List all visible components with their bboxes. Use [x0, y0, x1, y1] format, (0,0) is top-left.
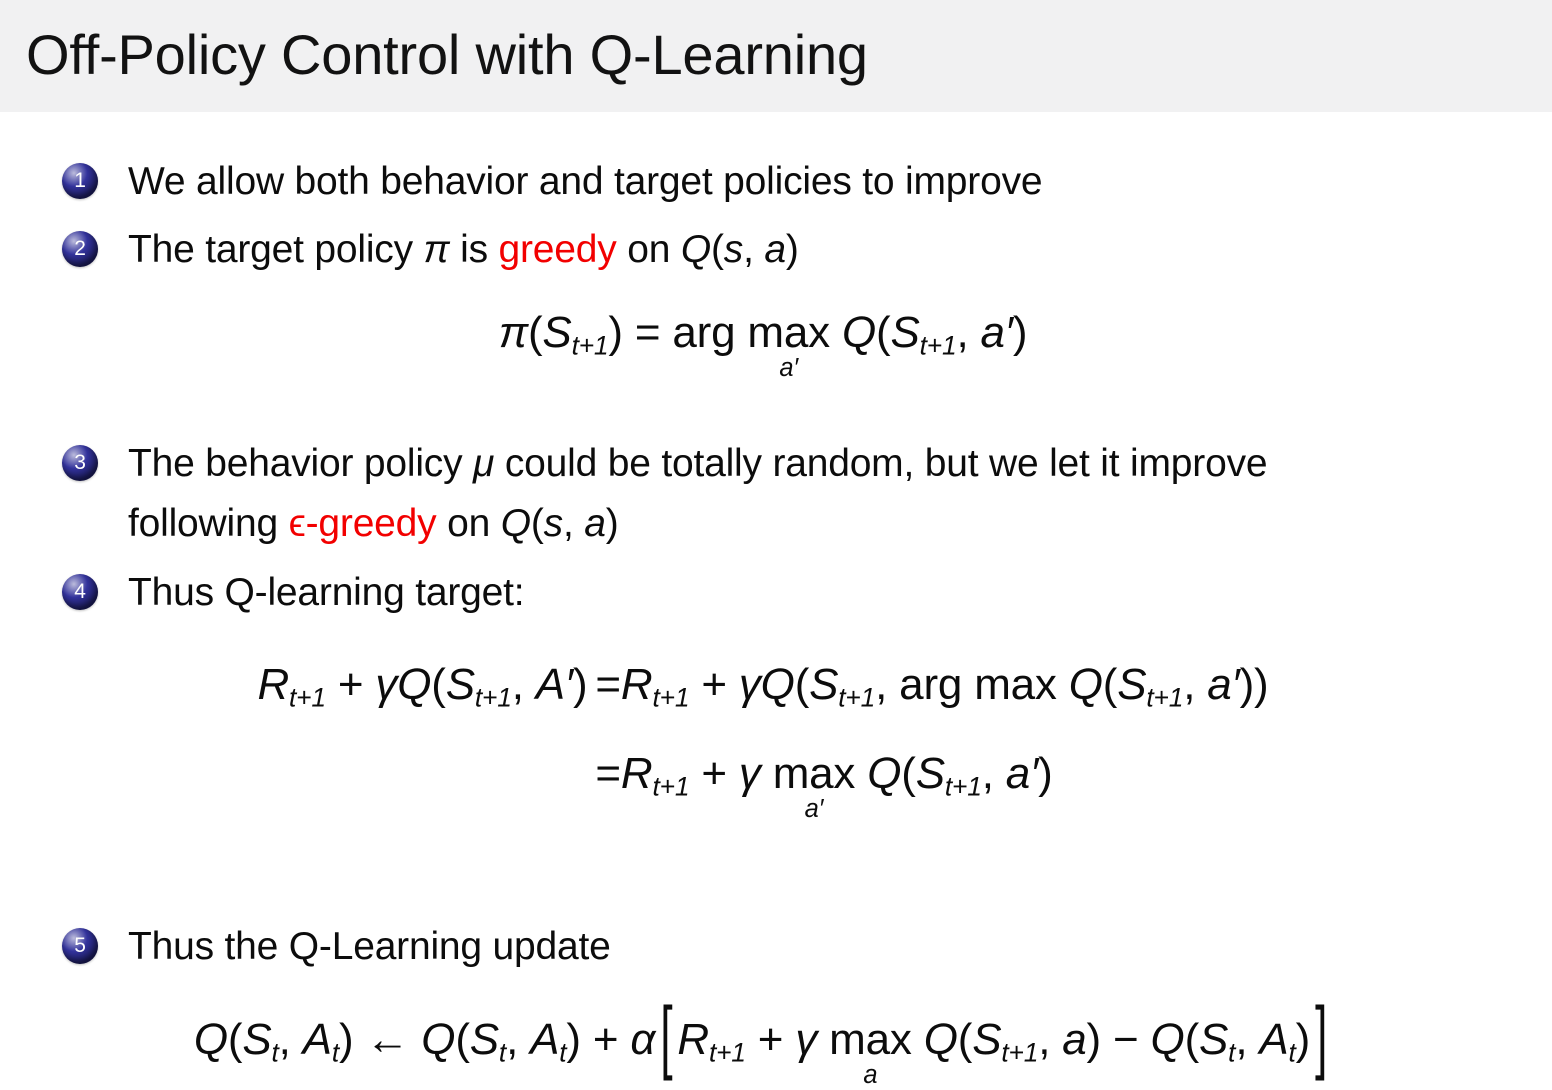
list-item-5 — [0, 917, 1526, 977]
underset-operator: max a — [829, 1014, 912, 1089]
formula-q-update: Q(St, At) ← Q(St, At) + α [ Rt+1 + γ max a Q(St+1, a) − Q(St, At) ] — [193, 991, 1328, 1089]
item-text-1: We allow both behavior and target policies to improve — [128, 160, 1043, 203]
list-item-1 — [0, 152, 1526, 212]
bullet-ball-icon — [62, 574, 98, 610]
list-item-2 — [0, 220, 1526, 280]
bullet-number: 5 — [74, 934, 86, 958]
formula-q-target — [0, 659, 1526, 833]
slide-title: Off-Policy Control with Q-Learning — [26, 22, 868, 86]
bullet-ball-icon — [62, 445, 98, 481]
q-target-line1-lhs: Rt+1 + γQ(St+1, A′) — [257, 660, 588, 713]
underset-operator: max a′ — [772, 749, 856, 823]
bullet-ball-icon — [62, 163, 98, 199]
q-target-line1-rhs: =Rt+1 + γQ(St+1, arg max Q(St+1, a′)) — [595, 660, 1269, 713]
list-item-3 — [0, 434, 1526, 555]
item-text-3: The behavior policy μ could be totally random, but we let it improve following ϵ-greedy on Q(s, a) — [128, 441, 1268, 546]
item-text-4: Thus Q-learning target: — [128, 570, 525, 614]
bullet-number: 3 — [74, 450, 86, 474]
item-text-2: The target policy π is greedy on Q(s, a) — [128, 228, 799, 272]
bullet-number: 4 — [74, 579, 86, 603]
bullet-number: 1 — [74, 168, 86, 192]
q-target-line2-rhs: =Rt+1 + γ max a′ Q(St+1, a′) — [595, 749, 1053, 823]
bullet-ball-icon — [62, 231, 98, 267]
list-item-4 — [0, 563, 1526, 623]
bullet-ball-icon — [62, 928, 98, 964]
q-target-line2-lhs — [257, 748, 587, 803]
formula-pi-greedy: π(St+1) = arg max a′ Q(St+1, a′) — [498, 307, 1028, 382]
slide-body — [0, 152, 1552, 1089]
item-text-5: Thus the Q-Learning update — [128, 925, 611, 969]
title-bar — [0, 0, 1552, 112]
underset-operator: max a′ — [747, 307, 830, 382]
bullet-number: 2 — [74, 237, 86, 261]
